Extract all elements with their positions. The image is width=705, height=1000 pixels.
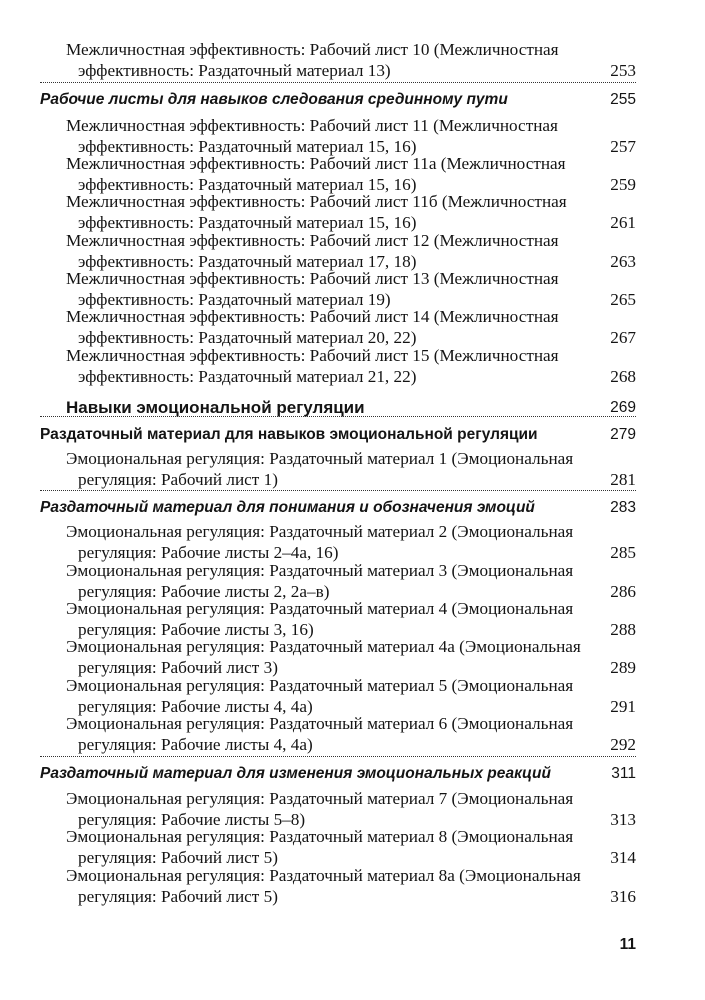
toc-page-number: 314: [610, 847, 636, 867]
dotted-divider: [40, 490, 636, 491]
toc-title-line: эффективность: Раздаточный материал 15, 16): [78, 212, 417, 232]
toc-title: [66, 714, 596, 755]
toc-title-line: Эмоциональная регуляция: Раздаточный материал 2 (Эмоциональная: [66, 522, 574, 541]
toc-title: [66, 789, 596, 830]
toc-title-line: Межличностная эффективность: Рабочий лист 10 (Межличностная: [66, 40, 559, 59]
toc-title: [66, 561, 596, 602]
toc-title: [66, 346, 596, 387]
toc-title: [66, 307, 596, 348]
toc-title: [40, 498, 535, 518]
toc-page-number: 286: [610, 581, 636, 601]
toc-title: [66, 522, 596, 563]
toc-page-number: 291: [610, 696, 636, 716]
toc-title: [66, 866, 596, 907]
toc-page-number: 292: [610, 734, 636, 754]
toc-page-number: 281: [610, 469, 636, 489]
toc-title-line: эффективность: Раздаточный материал 13): [78, 60, 391, 80]
toc-title-line: Межличностная эффективность: Рабочий лист 11а (Межличностная: [66, 154, 566, 173]
dotted-divider: [40, 756, 636, 757]
toc-title-line: регуляция: Рабочие листы 2, 2а–в): [78, 581, 330, 601]
toc-title-line: регуляция: Рабочий лист 1): [78, 469, 278, 489]
toc-title: [40, 90, 508, 110]
toc-page-number: 285: [610, 542, 636, 562]
toc-page-number: 265: [610, 289, 636, 309]
toc-page-number: 283: [610, 499, 636, 516]
toc-page-number: 259: [610, 174, 636, 194]
toc-title-line: эффективность: Раздаточный материал 15, 16): [78, 136, 417, 156]
toc-title-line: Раздаточный материал для навыков эмоциональной регуляции: [40, 426, 538, 443]
toc-title-line: Эмоциональная регуляция: Раздаточный материал 8 (Эмоциональная: [66, 827, 574, 846]
toc-title: [66, 154, 596, 195]
toc-title-line: Рабочие листы для навыков следования срединному пути: [40, 91, 508, 108]
toc-title-line: регуляция: Рабочий лист 3): [78, 657, 278, 677]
toc-title: [66, 269, 596, 310]
toc-page-number: 267: [610, 327, 636, 347]
toc-title-line: регуляция: Рабочий лист 5): [78, 847, 278, 867]
toc-title-line: эффективность: Раздаточный материал 19): [78, 289, 391, 309]
toc-title: [66, 231, 596, 272]
toc-page-number: 288: [610, 619, 636, 639]
toc-title-line: эффективность: Раздаточный материал 17, 18): [78, 251, 417, 271]
toc-title: [66, 116, 596, 157]
toc-title-line: эффективность: Раздаточный материал 20, 22): [78, 327, 417, 347]
toc-title: [66, 827, 596, 868]
toc-page-number: 263: [610, 251, 636, 271]
toc-page-number: 289: [610, 657, 636, 677]
toc-title-line: Эмоциональная регуляция: Раздаточный материал 5 (Эмоциональная: [66, 676, 574, 695]
page-number: 11: [619, 936, 636, 953]
toc-page-number: 268: [610, 366, 636, 386]
toc-title-line: регуляция: Рабочие листы 2–4а, 16): [78, 542, 339, 562]
toc-title-line: Межличностная эффективность: Рабочий лист 11б (Межличностная: [66, 192, 567, 211]
toc-title: [66, 676, 596, 717]
toc-title: [66, 40, 596, 81]
toc-title-line: Межличностная эффективность: Рабочий лист 13 (Межличностная: [66, 269, 559, 288]
toc-title-line: Эмоциональная регуляция: Раздаточный материал 1 (Эмоциональная: [66, 449, 574, 468]
toc-title-line: Эмоциональная регуляция: Раздаточный материал 6 (Эмоциональная: [66, 714, 574, 733]
toc-title: [66, 449, 596, 490]
toc-page-number: 316: [610, 886, 636, 906]
toc-title-line: Эмоциональная регуляция: Раздаточный материал 8а (Эмоциональная: [66, 866, 581, 885]
toc-title-line: Эмоциональная регуляция: Раздаточный материал 3 (Эмоциональная: [66, 561, 574, 580]
toc-title-line: эффективность: Раздаточный материал 21, 22): [78, 366, 417, 386]
dotted-divider: [40, 416, 636, 417]
toc-title-line: регуляция: Рабочие листы 4, 4а): [78, 696, 313, 716]
toc-title: [66, 637, 596, 678]
toc-title-line: Эмоциональная регуляция: Раздаточный материал 4 (Эмоциональная: [66, 599, 574, 618]
toc-title: [66, 398, 365, 418]
toc-title-line: Межличностная эффективность: Рабочий лист 12 (Межличностная: [66, 231, 559, 250]
toc-title-line: Навыки эмоциональной регуляции: [66, 398, 365, 417]
toc-title-line: Раздаточный материал для понимания и обозначения эмоций: [40, 499, 535, 516]
toc-title-line: регуляция: Рабочие листы 3, 16): [78, 619, 314, 639]
toc-title-line: Межличностная эффективность: Рабочий лист 14 (Межличностная: [66, 307, 559, 326]
toc-title: [40, 764, 551, 784]
toc-title-line: Раздаточный материал для изменения эмоциональных реакций: [40, 765, 551, 782]
toc-page-number: 253: [610, 60, 636, 80]
toc-page-number: 279: [610, 426, 636, 443]
toc-title-line: Межличностная эффективность: Рабочий лист 11 (Межличностная: [66, 116, 558, 135]
toc-title: [66, 599, 596, 640]
toc-page-number: 255: [610, 91, 636, 108]
toc-page-number: 313: [610, 809, 636, 829]
toc-title: [66, 192, 596, 233]
toc-page-number: 261: [610, 212, 636, 232]
toc-title: [40, 425, 538, 445]
toc-title-line: регуляция: Рабочие листы 5–8): [78, 809, 306, 829]
toc-title-line: эффективность: Раздаточный материал 15, 16): [78, 174, 417, 194]
toc-page-number: 269: [610, 399, 636, 416]
toc-title-line: Межличностная эффективность: Рабочий лист 15 (Межличностная: [66, 346, 559, 365]
toc-page-number: 257: [610, 136, 636, 156]
dotted-divider: [40, 82, 636, 83]
toc-title-line: Эмоциональная регуляция: Раздаточный материал 4а (Эмоциональная: [66, 637, 581, 656]
toc-title-line: регуляция: Рабочие листы 4, 4а): [78, 734, 313, 754]
toc-title-line: Эмоциональная регуляция: Раздаточный материал 7 (Эмоциональная: [66, 789, 574, 808]
toc-page-number: 311: [611, 765, 636, 782]
toc-title-line: регуляция: Рабочий лист 5): [78, 886, 278, 906]
